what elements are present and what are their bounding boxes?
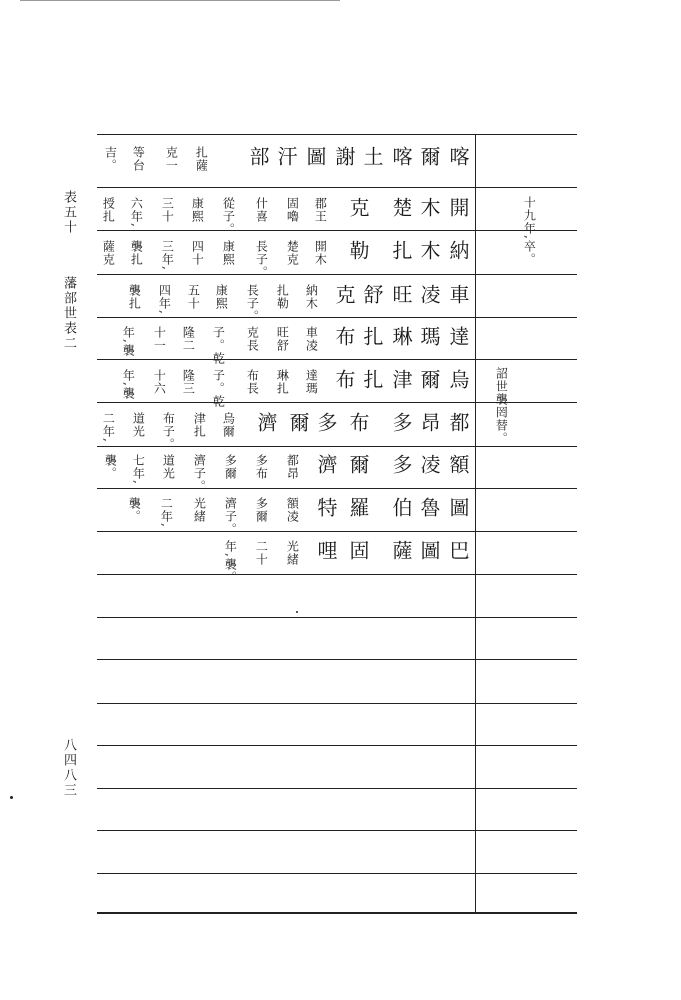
detail-text: 二年, bbox=[101, 412, 116, 443]
top-scan-line bbox=[20, 0, 340, 1]
detail-text: 四年, bbox=[157, 284, 172, 315]
row-line bbox=[97, 873, 577, 874]
detail-text: 開木 bbox=[313, 240, 328, 266]
name-char: 扎 bbox=[360, 369, 384, 393]
table-row bbox=[97, 326, 475, 365]
detail-text: 道光 bbox=[131, 412, 146, 438]
table-row bbox=[97, 454, 475, 493]
name-char: 凌 bbox=[417, 284, 441, 308]
name-char: 都 bbox=[446, 412, 470, 436]
name-char: 扎 bbox=[360, 326, 384, 350]
detail-text: 二年, bbox=[159, 497, 174, 528]
name-char: 凌 bbox=[417, 454, 441, 478]
header-char: 土 bbox=[360, 146, 384, 170]
table-row bbox=[97, 240, 475, 279]
detail-text: 三十 bbox=[160, 197, 175, 223]
detail-text: 扎勒 bbox=[275, 284, 290, 310]
name-char: 圖 bbox=[417, 540, 441, 564]
detail-text: 襲。 bbox=[103, 454, 118, 480]
table-row bbox=[97, 369, 475, 408]
right-note: 詔世襲罔替。 bbox=[494, 367, 509, 445]
name-char: 巴 bbox=[446, 540, 470, 564]
right-note: 十九年,卒。 bbox=[522, 196, 537, 266]
table-title: 藩部世表二 bbox=[61, 276, 76, 351]
name-char: 扎 bbox=[389, 240, 413, 264]
name-char: 克 bbox=[346, 197, 370, 221]
header-char: 爾 bbox=[417, 146, 441, 170]
row-line bbox=[97, 230, 577, 231]
detail-text: 襲扎 bbox=[129, 240, 144, 266]
detail-text: 二十 bbox=[254, 540, 269, 566]
row-line bbox=[97, 745, 577, 746]
detail-text: 年,襲 bbox=[121, 369, 136, 400]
row-line bbox=[97, 703, 577, 704]
name-char: 魯 bbox=[417, 497, 441, 521]
detail-text: 額凌 bbox=[285, 497, 300, 523]
table-bottom-line bbox=[97, 912, 577, 914]
name-char: 爾 bbox=[417, 369, 441, 393]
row-line bbox=[97, 531, 577, 532]
row-line bbox=[97, 659, 577, 660]
name-char: 開 bbox=[446, 197, 470, 221]
detail-text: 克長 bbox=[245, 326, 260, 352]
table-row bbox=[97, 412, 475, 451]
header-note: 等台 bbox=[131, 146, 146, 172]
name-char: 爾 bbox=[286, 412, 310, 436]
detail-text: 襲扎 bbox=[127, 284, 142, 310]
name-char: 津 bbox=[389, 369, 413, 393]
name-char: 濟 bbox=[314, 454, 338, 478]
header-char: 圖 bbox=[303, 146, 327, 170]
detail-text: 布長 bbox=[245, 369, 260, 395]
name-char: 爾 bbox=[346, 454, 370, 478]
scan-speck bbox=[296, 611, 298, 613]
table-row bbox=[97, 497, 475, 536]
scan-mark bbox=[10, 796, 13, 799]
name-char: 布 bbox=[332, 369, 356, 393]
table-row bbox=[97, 284, 475, 323]
detail-text: 楚克 bbox=[285, 240, 300, 266]
name-char: 木 bbox=[417, 197, 441, 221]
detail-text: 隆三 bbox=[181, 369, 196, 395]
name-char: 固 bbox=[346, 540, 370, 564]
detail-text: 年,襲 bbox=[121, 326, 136, 357]
name-char: 羅 bbox=[346, 497, 370, 521]
name-char: 濟 bbox=[254, 412, 278, 436]
detail-text: 納木 bbox=[304, 284, 319, 310]
detail-text: 長子。 bbox=[245, 284, 260, 323]
name-char: 勒 bbox=[346, 240, 370, 264]
name-char: 伯 bbox=[389, 497, 413, 521]
name-char: 布 bbox=[332, 326, 356, 350]
detail-text: 多爾 bbox=[223, 454, 238, 480]
header-char: 謝 bbox=[332, 146, 356, 170]
header-note: 扎薩 bbox=[194, 146, 209, 172]
detail-text: 年,襲。 bbox=[223, 540, 238, 584]
name-char: 達 bbox=[446, 326, 470, 350]
detail-text: 濟子。 bbox=[192, 454, 207, 493]
detail-text: 五十 bbox=[186, 284, 201, 310]
detail-text: 康熙 bbox=[190, 197, 205, 223]
name-char: 額 bbox=[446, 454, 470, 478]
detail-text: 光緒 bbox=[192, 497, 207, 523]
row-line bbox=[97, 617, 577, 618]
detail-text: 津扎 bbox=[192, 412, 207, 438]
name-char: 多 bbox=[314, 412, 338, 436]
row-line bbox=[97, 830, 577, 831]
name-char: 舒 bbox=[360, 284, 384, 308]
row-line bbox=[97, 317, 577, 318]
detail-text: 六年, bbox=[129, 197, 144, 228]
detail-text: 四十 bbox=[190, 240, 205, 266]
detail-text: 三年, bbox=[160, 240, 175, 271]
name-char: 烏 bbox=[446, 369, 470, 393]
header-char: 部 bbox=[246, 146, 270, 170]
name-char: 布 bbox=[346, 412, 370, 436]
detail-text: 都昂 bbox=[285, 454, 300, 480]
row-line bbox=[97, 488, 577, 489]
detail-text: 薩克 bbox=[101, 240, 116, 266]
name-char: 楚 bbox=[389, 197, 413, 221]
detail-text: 達瑪 bbox=[304, 369, 319, 395]
detail-text: 道光 bbox=[161, 454, 176, 480]
section-label: 表五十 bbox=[61, 190, 76, 235]
name-char: 木 bbox=[417, 240, 441, 264]
detail-text: 隆二 bbox=[181, 326, 196, 352]
detail-text: 七年, bbox=[131, 454, 146, 485]
detail-text: 授扎 bbox=[101, 197, 116, 223]
name-char: 旺 bbox=[389, 284, 413, 308]
row-line bbox=[97, 788, 577, 789]
detail-text: 旺舒 bbox=[275, 326, 290, 352]
detail-text: 康熙 bbox=[221, 240, 236, 266]
detail-text: 烏爾 bbox=[221, 412, 236, 438]
detail-text: 光緒 bbox=[285, 540, 300, 566]
detail-text: 多爾 bbox=[254, 497, 269, 523]
header-note: 克一 bbox=[164, 146, 179, 172]
name-char: 昂 bbox=[417, 412, 441, 436]
name-char: 克 bbox=[332, 284, 356, 308]
name-char: 哩 bbox=[314, 540, 338, 564]
detail-text: 固嚕 bbox=[285, 197, 300, 223]
name-char: 車 bbox=[446, 284, 470, 308]
row-line bbox=[97, 187, 577, 188]
detail-text: 子。乾 bbox=[211, 369, 226, 408]
detail-text: 十一 bbox=[152, 326, 167, 352]
header-char: 汗 bbox=[274, 146, 298, 170]
detail-text: 子。乾 bbox=[211, 326, 226, 365]
detail-text: 康熙 bbox=[214, 284, 229, 310]
detail-text: 從子。 bbox=[221, 197, 236, 236]
table-row bbox=[97, 146, 475, 186]
column-divider bbox=[475, 134, 476, 912]
detail-text: 十六 bbox=[152, 369, 167, 395]
detail-text: 多布 bbox=[254, 454, 269, 480]
detail-text: 布子。 bbox=[161, 412, 176, 451]
row-line bbox=[97, 574, 577, 575]
row-line bbox=[97, 359, 577, 360]
header-char: 喀 bbox=[446, 146, 470, 170]
name-char: 琳 bbox=[389, 326, 413, 350]
detail-text: 襲。 bbox=[127, 497, 142, 523]
name-char: 薩 bbox=[389, 540, 413, 564]
header-note: 吉。 bbox=[103, 146, 118, 172]
detail-text: 濟子。 bbox=[223, 497, 238, 536]
detail-text: 什喜 bbox=[254, 197, 269, 223]
table-row bbox=[97, 540, 475, 584]
name-char: 多 bbox=[389, 412, 413, 436]
name-char: 特 bbox=[314, 497, 338, 521]
name-char: 多 bbox=[389, 454, 413, 478]
name-char: 瑪 bbox=[417, 326, 441, 350]
header-char: 喀 bbox=[389, 146, 413, 170]
table-top-line bbox=[97, 134, 577, 135]
name-char: 圖 bbox=[446, 497, 470, 521]
table-row bbox=[97, 197, 475, 236]
detail-text: 琳扎 bbox=[275, 369, 290, 395]
name-char: 納 bbox=[446, 240, 470, 264]
detail-text: 郡王 bbox=[313, 197, 328, 223]
detail-text: 車凌 bbox=[304, 326, 319, 352]
detail-text: 長子。 bbox=[254, 240, 269, 279]
row-line bbox=[97, 274, 577, 275]
page-number: 八四八三 bbox=[61, 738, 76, 798]
